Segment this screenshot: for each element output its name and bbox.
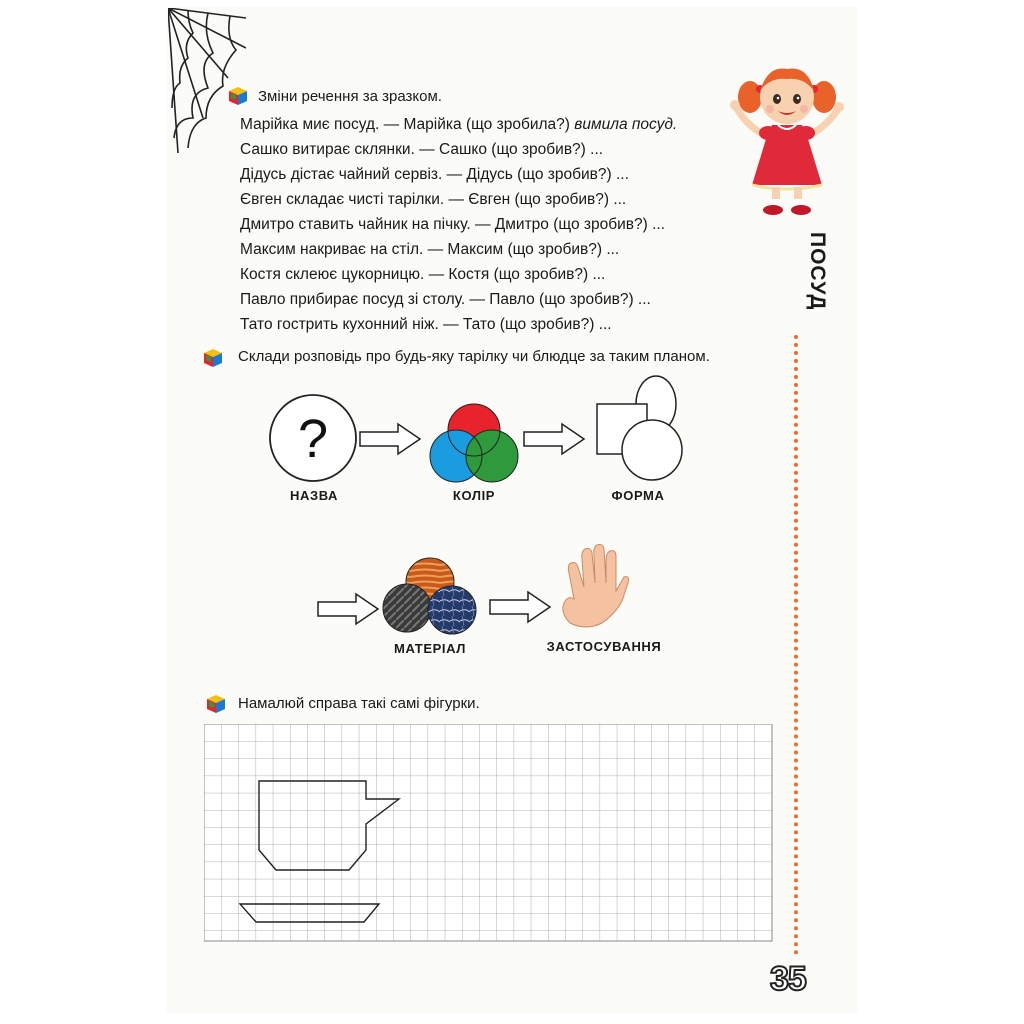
task1-line: Костя склеює цукорницю. — Костя (що зробив?) ... bbox=[240, 266, 606, 283]
arrow-right-icon bbox=[488, 590, 552, 624]
drawing-grid bbox=[204, 724, 776, 944]
orange-dotted-divider bbox=[794, 335, 798, 955]
task1-line: Сашко витирає склянки. — Сашко (що зробив?) ... bbox=[240, 141, 604, 158]
caption-name: НАЗВА bbox=[289, 488, 339, 503]
question-circle-icon bbox=[268, 393, 358, 483]
task1-line: Дідусь дістає чайний сервіз. — Дідусь (що зробив?) ... bbox=[240, 166, 629, 183]
arrow-right-icon bbox=[522, 422, 586, 456]
arrow-right-icon bbox=[358, 422, 422, 456]
caption-color: КОЛІР bbox=[452, 488, 496, 503]
task1-line: Максим накриває на стіл. — Максим (що зробив?) ... bbox=[240, 241, 620, 258]
task1-example-line bbox=[240, 116, 677, 134]
page-number: 35 bbox=[770, 960, 806, 998]
task3-heading: Намалюй справа такі самі фігурки. bbox=[238, 695, 480, 712]
task-cube-icon bbox=[228, 86, 248, 106]
task1-line: Дмитро ставить чайник на пічку. — Дмитро (що зробив?) ... bbox=[240, 216, 666, 233]
caption-usage: ЗАСТОСУВАННЯ bbox=[546, 639, 662, 654]
color-circles-icon bbox=[428, 402, 520, 484]
task-cube-icon bbox=[206, 694, 226, 714]
task1-example-prefix: Марійка миє посуд. — Марійка (що зробила?) bbox=[240, 116, 575, 133]
material-circles-icon bbox=[380, 556, 480, 636]
task1-line: Павло прибирає посуд зі столу. — Павло (що зробив?) ... bbox=[240, 291, 651, 308]
task1-line: Тато гострить кухонний ніж. — Тато (що зробив?) ... bbox=[240, 316, 612, 333]
spider-web-decoration bbox=[168, 8, 246, 158]
arrow-right-icon bbox=[316, 592, 380, 626]
task1-example-answer: вимила посуд. bbox=[574, 116, 678, 133]
hand-icon bbox=[556, 543, 642, 631]
caption-material: МАТЕРІАЛ bbox=[394, 641, 466, 656]
girl-illustration bbox=[728, 55, 846, 220]
task2-heading: Склади розповідь про будь-яку тарілку чи блюдце за таким планом. bbox=[238, 348, 710, 365]
task-cube-icon bbox=[203, 348, 223, 368]
caption-shape: ФОРМА bbox=[611, 488, 665, 503]
section-title: ПОСУД bbox=[806, 232, 829, 311]
shapes-icon bbox=[594, 374, 690, 486]
task1-heading: Зміни речення за зразком. bbox=[258, 88, 442, 105]
task1-line: Євген складає чисті тарілки. — Євген (що зробив?) ... bbox=[240, 191, 627, 208]
question-mark-text: ? bbox=[297, 409, 329, 469]
